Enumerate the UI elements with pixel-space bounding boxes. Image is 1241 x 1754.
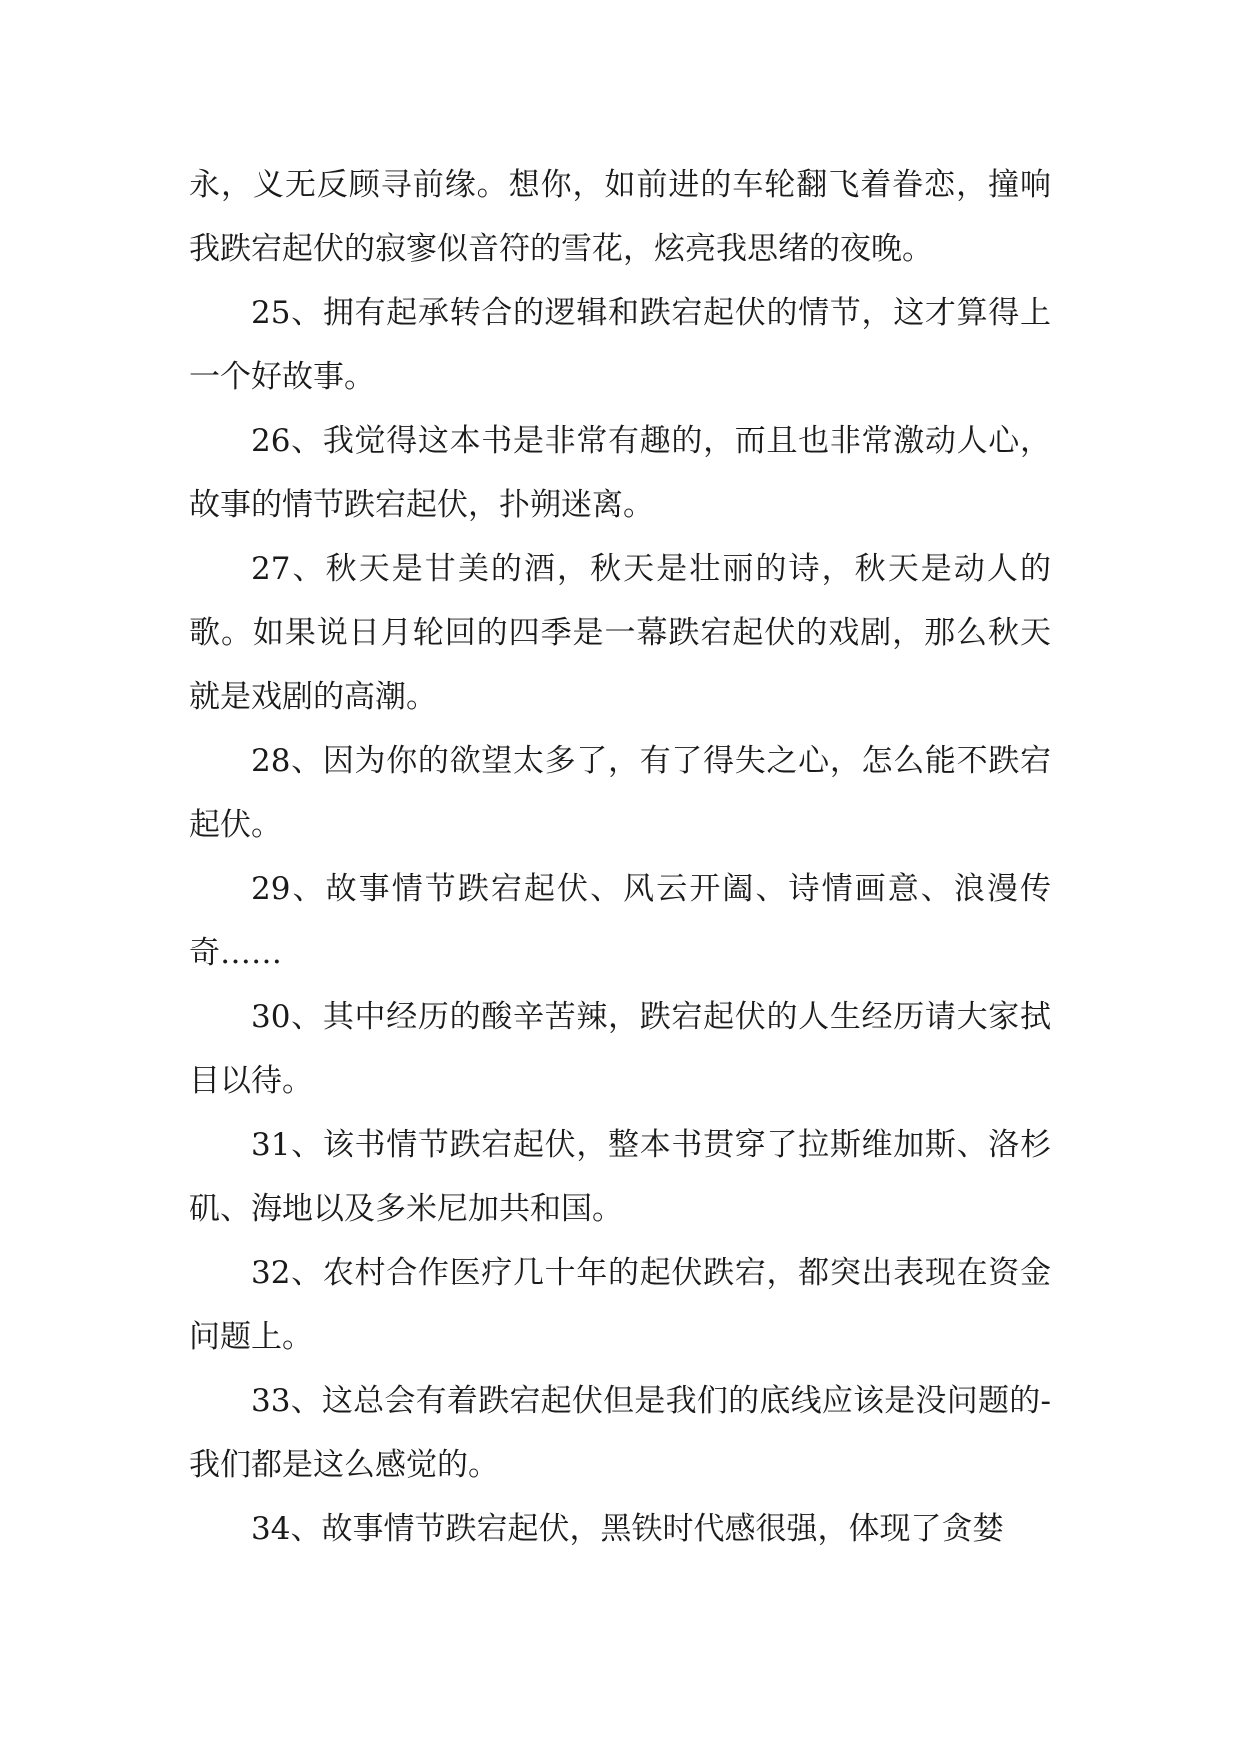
paragraph-item-33: 33、这总会有着跌宕起伏但是我们的底线应该是没问题的-我们都是这么感觉的。 xyxy=(189,1383,1051,1483)
paragraph-item-27: 27、秋天是甘美的酒，秋天是壮丽的诗，秋天是动人的歌。如果说日月轮回的四季是一幕跌宕起伏的戏剧，那么秋天就是戏剧的高潮。 xyxy=(189,551,1051,715)
paragraph-item-31: 31、该书情节跌宕起伏，整本书贯穿了拉斯维加斯、洛杉矶、海地以及多米尼加共和国。 xyxy=(189,1127,1051,1227)
paragraph-item-30: 30、其中经历的酸辛苦辣，跌宕起伏的人生经历请大家拭目以待。 xyxy=(189,999,1051,1099)
paragraph-item-32: 32、农村合作医疗几十年的起伏跌宕，都突出表现在资金问题上。 xyxy=(189,1255,1051,1355)
paragraph-item-29: 29、故事情节跌宕起伏、风云开阖、诗情画意、浪漫传奇…… xyxy=(189,871,1051,971)
paragraph-item-28: 28、因为你的欲望太多了，有了得失之心，怎么能不跌宕起伏。 xyxy=(189,743,1051,843)
paragraph-item-25: 25、拥有起承转合的逻辑和跌宕起伏的情节，这才算得上一个好故事。 xyxy=(189,295,1051,395)
paragraph-item-26: 26、我觉得这本书是非常有趣的，而且也非常激动人心，故事的情节跌宕起伏，扑朔迷离。 xyxy=(189,423,1051,523)
paragraph-continuation: 永，义无反顾寻前缘。想你，如前进的车轮翻飞着眷恋，撞响我跌宕起伏的寂寥似音符的雪花，炫亮我思绪的夜晚。 xyxy=(189,167,1051,267)
document-body xyxy=(189,153,1051,1561)
paragraph-item-34: 34、故事情节跌宕起伏，黑铁时代感很强，体现了贪婪 xyxy=(251,1511,1004,1547)
